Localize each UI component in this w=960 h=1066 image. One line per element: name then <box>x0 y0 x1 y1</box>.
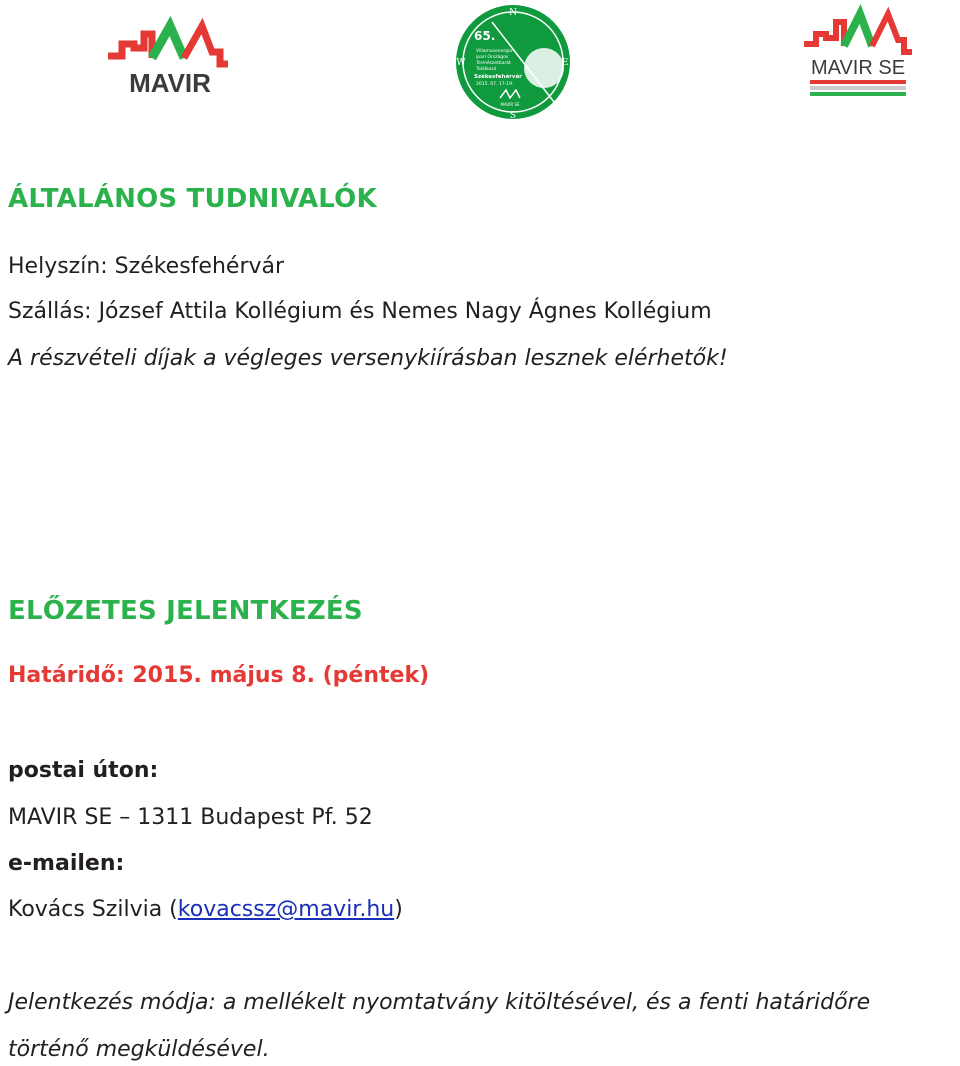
mavir-logo-icon <box>100 12 240 102</box>
emblem-line-4: Találkozó <box>476 67 497 72</box>
method-line-2: történő megküldésével. <box>8 1037 270 1062</box>
mavir-se-logo-text: MAVIR SE <box>810 57 906 79</box>
compass-s: S <box>509 111 517 121</box>
emblem-number: 65. <box>474 29 496 43</box>
general-info-title: ÁLTALÁNOS TUDNIVALÓK <box>8 184 377 214</box>
contact-name: Kovács Szilvia ( <box>8 897 178 922</box>
emblem-small-logo-text: MAVIR SE <box>500 102 520 107</box>
mavir-logo-text: MAVIR <box>129 68 211 98</box>
contact-line <box>8 897 403 923</box>
fees-note: A részvételi díjak a végleges versenykiírásban lesznek elérhetők! <box>8 346 728 371</box>
mavir-se-logo-icon <box>798 2 918 100</box>
emblem-line-3: Természetbarát <box>476 61 511 66</box>
contact-close: ) <box>394 897 403 922</box>
deadline-text: Határidő: 2015. május 8. (péntek) <box>8 663 430 688</box>
compass-w: W <box>456 58 466 68</box>
header-logos <box>0 0 960 130</box>
competition-emblem-icon <box>452 2 574 122</box>
post-address: MAVIR SE – 1311 Budapest Pf. 52 <box>8 805 373 830</box>
emblem-line-6: 2015. 07. 17-19. <box>476 82 514 87</box>
method-line-1: Jelentkezés módja: a mellékelt nyomtatvány kitöltésével, és a fenti határidőre <box>8 990 871 1015</box>
emblem-line-2: ipari Országos <box>476 55 509 60</box>
accommodation-text: Szállás: József Attila Kollégium és Nemes Nagy Ágnes Kollégium <box>8 299 712 324</box>
post-label: postai úton: <box>8 758 159 783</box>
emblem-line-5: Székesfehérvár <box>474 74 522 80</box>
contact-email-link[interactable]: kovacssz@mavir.hu <box>177 897 395 922</box>
compass-n: N <box>509 8 517 18</box>
location-text: Helyszín: Székesfehérvár <box>8 254 285 279</box>
email-label: e-mailen: <box>8 851 125 876</box>
registration-title: ELŐZETES JELENTKEZÉS <box>8 596 363 626</box>
emblem-line-1: Villamosenergia- <box>476 49 514 54</box>
compass-e: E <box>561 58 569 68</box>
